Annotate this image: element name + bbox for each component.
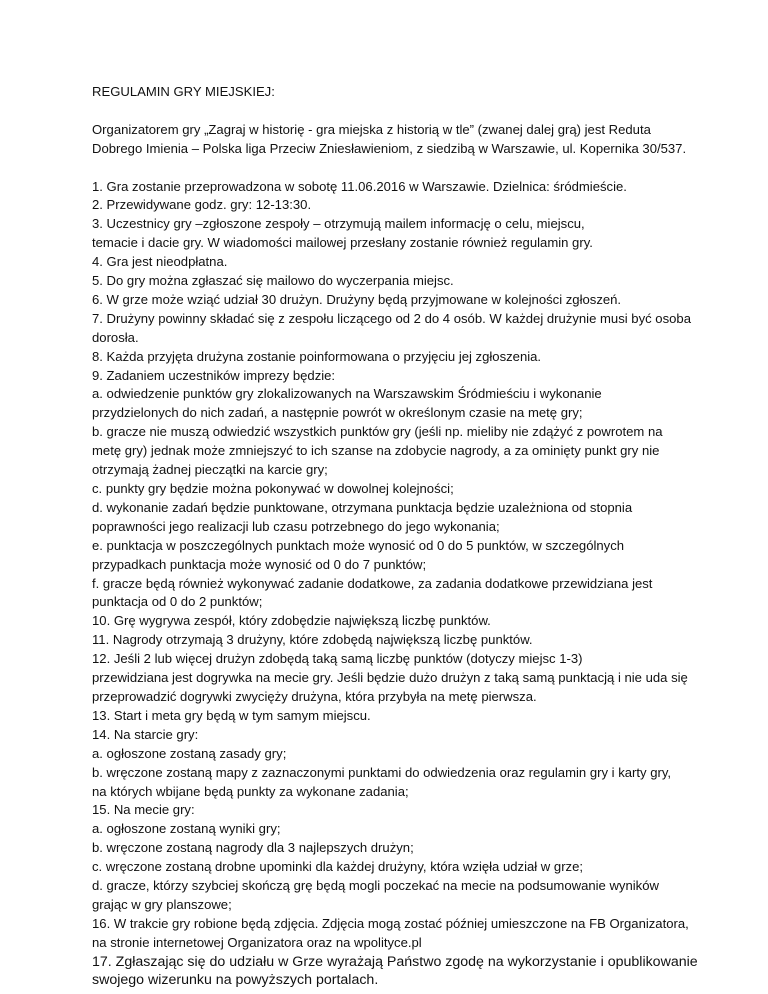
rule-line: 17. Zgłaszając się do udziału w Grze wyrażają Państwo zgodę na wykorzystanie i opublikowanie <box>92 953 698 970</box>
intro-paragraph <box>92 121 692 159</box>
rule-line: 12. Jeśli 2 lub więcej drużyn zdobędą taką samą liczbę punktów (dotyczy miejsc 1-3) <box>92 651 583 667</box>
rule-line: 9. Zadaniem uczestników imprezy będzie: <box>92 367 336 383</box>
rule-line: 15. Na mecie gry: <box>92 802 195 818</box>
rule-line: f. gracze będą również wykonywać zadanie dodatkowe, za zadania dodatkowe przewidziana jest <box>92 575 653 591</box>
rule-line: poprawności jego realizacji lub czasu potrzebnego do jego wykonania; <box>92 518 500 534</box>
rule-line: przewidziana jest dogrywka na mecie gry. Jeśli będzie dużo drużyn z taką samą punktacją i nie uda się <box>92 670 688 686</box>
rules-list <box>92 178 698 990</box>
document-title: REGULAMIN GRY MIEJSKIEJ: <box>92 84 275 99</box>
rule-line: 1. Gra zostanie przeprowadzona w sobotę 11.06.2016 w Warszawie. Dzielnica: śródmieście. <box>92 178 627 194</box>
rule-line: na których wbijane będą punkty za wykonane zadania; <box>92 783 409 799</box>
intro-line: Organizatorem gry „Zagraj w historię - gra miejska z historią w tle” (zwanej dalej grą) jest Reduta <box>92 121 651 137</box>
rule-line: 7. Drużyny powinny składać się z zespołu liczącego od 2 do 4 osób. W każdej drużynie musi być osoba <box>92 310 691 326</box>
rule-line: e. punktacja w poszczególnych punktach może wynosić od 0 do 5 punktów, w szczególnych <box>92 537 625 553</box>
rule-line: b. wręczone zostaną mapy z zaznaczonymi punktami do odwiedzenia oraz regulamin gry i karty gry, <box>92 764 672 780</box>
rule-line: metę gry) jednak może zmniejszyć to ich szanse na zdobycie nagrody, a za ominięty punkt gry nie <box>92 443 660 459</box>
rule-line: 8. Każda przyjęta drużyna zostanie poinformowana o przyjęciu jej zgłoszenia. <box>92 348 542 364</box>
rule-line: c. wręczone zostaną drobne upominki dla każdej drużyny, która wzięła udział w grze; <box>92 859 584 875</box>
rule-line: a. ogłoszone zostaną zasady gry; <box>92 745 287 761</box>
rule-line: d. wykonanie zadań będzie punktowane, otrzymana punktacja będzie uzależniona od stopnia <box>92 499 633 515</box>
rule-line: a. odwiedzenie punktów gry zlokalizowanych na Warszawskim Śródmieściu i wykonanie <box>92 386 602 402</box>
rule-line: 3. Uczestnicy gry –zgłoszone zespoły – otrzymują mailem informację o celu, miejscu, <box>92 216 585 232</box>
rule-line: 6. W grze może wziąć udział 30 drużyn. Drużyny będą przyjmowane w kolejności zgłoszeń. <box>92 291 622 307</box>
rule-line: c. punkty gry będzie można pokonywać w dowolnej kolejności; <box>92 481 454 496</box>
rule-line: temacie i dacie gry. W wiadomości mailowej przesłany zostanie również regulamin gry. <box>92 235 593 251</box>
intro-line: Dobrego Imienia – Polska liga Przeciw Zniesławieniom, z siedzibą w Warszawie, ul. Kopernika 30/537. <box>92 140 687 156</box>
rule-line: 10. Grę wygrywa zespół, który zdobędzie największą liczbę punktów. <box>92 613 491 629</box>
rule-line: 13. Start i meta gry będą w tym samym miejscu. <box>92 707 371 723</box>
rule-line: przypadkach punktacja może wynosić od 0 do 7 punktów; <box>92 556 427 572</box>
rule-line: dorosła. <box>92 329 139 345</box>
rule-line: na stronie internetowej Organizatora oraz na wpolityce.pl <box>92 934 422 950</box>
rule-line: 16. W trakcie gry robione będą zdjęcia. Zdjęcia mogą zostać później umieszczone na FB Organizatora, <box>92 915 689 931</box>
rule-line: 14. Na starcie gry: <box>92 726 199 742</box>
rule-line: b. wręczone zostaną nagrody dla 3 najlepszych drużyn; <box>92 840 414 856</box>
rule-line: 5. Do gry można zgłaszać się mailowo do wyczerpania miejsc. <box>92 273 454 289</box>
rule-line: b. gracze nie muszą odwiedzić wszystkich punktów gry (jeśli np. mieliby nie zdążyć z powrotem na <box>92 424 663 440</box>
rule-line: przeprowadzić dogrywki zwycięży drużyna, która przybyła na metę pierwsza. <box>92 688 537 704</box>
rule-line: przydzielonych do nich zadań, a następnie powrót w określonym czasie na metę gry; <box>92 405 583 421</box>
document-page <box>92 83 698 989</box>
rule-line: otrzymają żadnej pieczątki na karcie gry; <box>92 462 328 478</box>
rule-line: swojego wizerunku na powyższych portalach. <box>92 971 379 988</box>
rule-line: punktacja od 0 do 2 punktów; <box>92 594 263 610</box>
rule-line: a. ogłoszone zostaną wyniki gry; <box>92 821 281 837</box>
rule-line: 4. Gra jest nieodpłatna. <box>92 254 228 270</box>
rule-line: 2. Przewidywane godz. gry: 12-13:30. <box>92 197 312 213</box>
rule-line: grając w gry planszowe; <box>92 896 232 912</box>
rule-line: d. gracze, którzy szybciej skończą grę będą mogli poczekać na mecie na podsumowanie wyników <box>92 878 659 894</box>
rule-line: 11. Nagrody otrzymają 3 drużyny, które zdobędą największą liczbę punktów. <box>92 632 533 648</box>
